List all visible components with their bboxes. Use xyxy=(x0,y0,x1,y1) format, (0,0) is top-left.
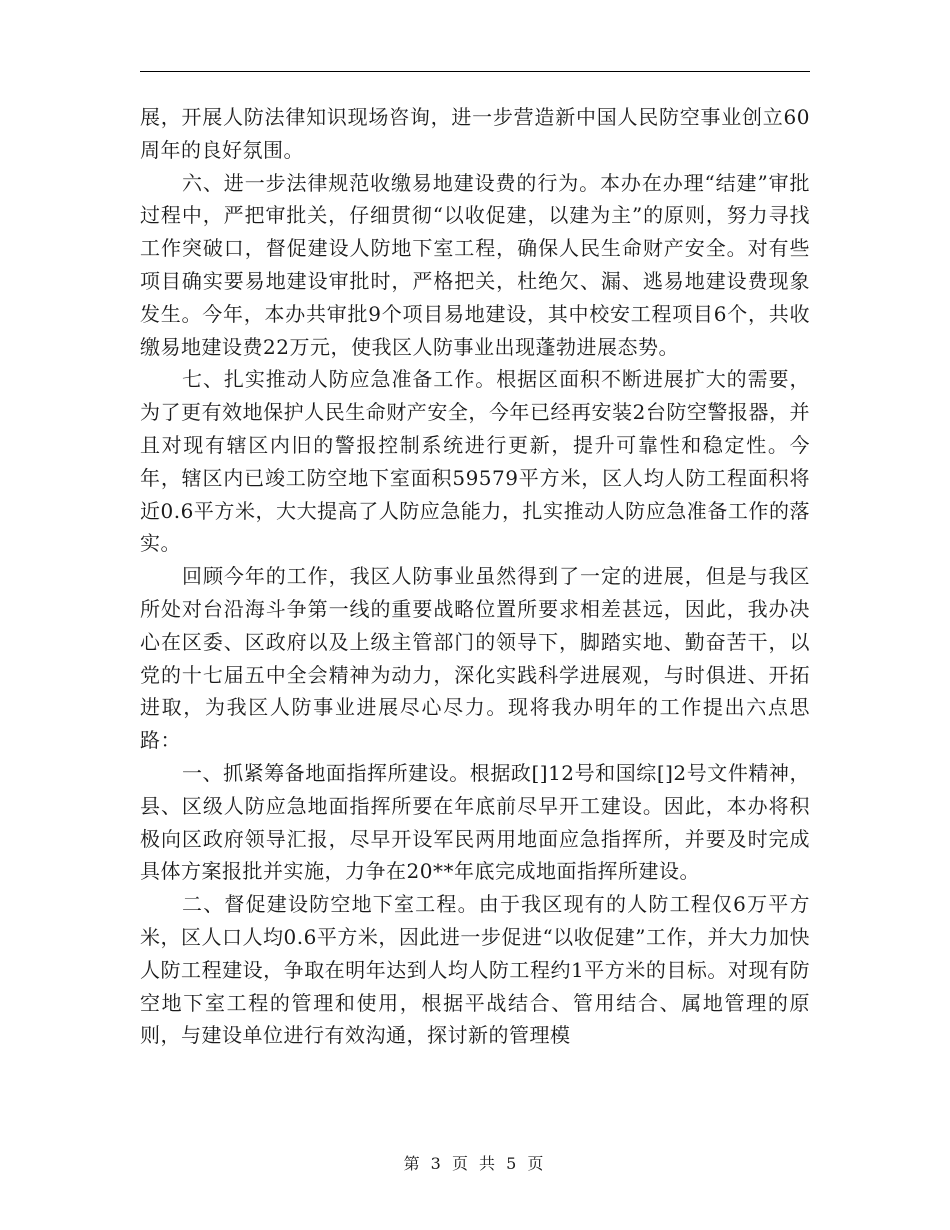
page-footer: 第 3 页 共 5 页 xyxy=(403,1154,547,1173)
paragraph-continuation: 展，开展人防法律知识现场咨询，进一步营造新中国人民防空事业创立60周年的良好氛围。 xyxy=(140,105,810,162)
header-rule xyxy=(140,71,810,72)
paragraph-plan-two: 二、督促建设防空地下室工程。由于我区现有的人防工程仅6万平方米，区人口人均0.6平方米，因此进一步促进“以收促建”工作，并大力加快人防工程建设，争取在明年达到人均人防工程约1平方米的目标。对现有防空地下室工程的管理和使用，根据平战结合、管用结合、属地管理的原则，与建设单位进行有效沟通，探讨新的管理模 xyxy=(140,892,810,1048)
document-body xyxy=(140,101,810,1052)
paragraph-review: 回顾今年的工作，我区人防事业虽然得到了一定的进展，但是与我区所处对台沿海斗争第一线的重要战略位置所要求相差甚远，因此，我办决心在区委、区政府以及上级主管部门的领导下，脚踏实地、勤奋苦干，以党的十七届五中全会精神为动力，深化实践科学进展观，与时俱进、开拓进取，为我区人防事业进展尽心尽力。现将我办明年的工作提出六点思路： xyxy=(140,564,810,753)
paragraph-plan-one: 一、抓紧筹备地面指挥所建设。根据政[]12号和国综[]2号文件精神，县、区级人防应急地面指挥所要在年底前尽早开工建设。因此，本办将积极向区政府领导汇报，尽早开设军民两用地面应急指挥所，并要及时完成具体方案报批并实施，力争在20**年底完成地面指挥所建设。 xyxy=(140,760,810,884)
paragraph-section-six: 六、进一步法律规范收缴易地建设费的行为。本办在办理“结建”审批过程中，严把审批关，仔细贯彻“以收促建，以建为主”的原则，努力寻找工作突破口，督促建设人防地下室工程，确保人民生命财产安全。对有些项目确实要易地建设审批时，严格把关，杜绝欠、漏、逃易地建设费现象发生。今年，本办共审批9个项目易地建设，其中校安工程项目6个，共收缴易地建设费22万元，使我区人防事业出现蓬勃进展态势。 xyxy=(140,170,810,359)
paragraph-section-seven: 七、扎实推动人防应急准备工作。根据区面积不断进展扩大的需要，为了更有效地保护人民生命财产安全，今年已经再安装2台防空警报器，并且对现有辖区内旧的警报控制系统进行更新，提升可靠性和稳定性。今年，辖区内已竣工防空地下室面积59579平方米，区人均人防工程面积将近0.6平方米，大大提高了人防应急能力，扎实推动人防应急准备工作的落实。 xyxy=(140,367,810,556)
